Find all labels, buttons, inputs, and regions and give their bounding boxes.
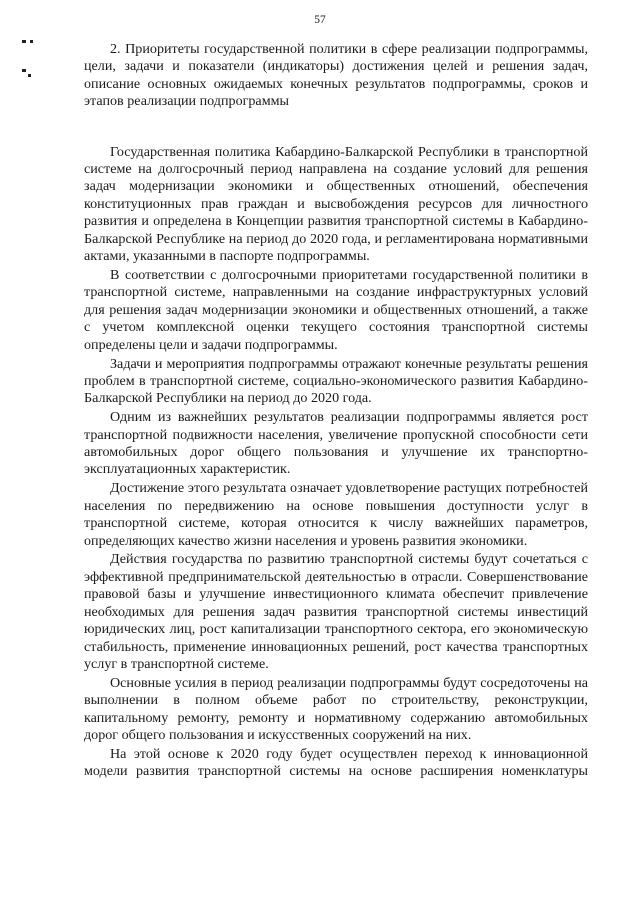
paragraph: Основные усилия в период реализации подпрограммы будут сосредоточены на выполнении в полном объеме работ по строительству, реконструкции, капитальному ремонту, ремонту и нормативному содержанию автомобильных дорог общего пользования и искусственных сооружений на них. bbox=[84, 674, 588, 744]
page-number: 57 bbox=[314, 14, 326, 26]
scan-artifact bbox=[22, 40, 26, 43]
paragraph: В соответствии с долгосрочными приоритетами государственной политики в транспортной системе, направленными на создание инфраструктурных условий для решения задач модернизации экономики и общественных отношений, а также с учетом комплексной оценки текущего состояния транспортной системы определены цели и задачи подпрограммы. bbox=[84, 266, 588, 353]
document-body bbox=[84, 41, 588, 781]
section-heading: 2. Приоритеты государственной политики в сфере реализации подпрограммы, цели, задачи и показатели (индикаторы) достижения целей и решения задач, описание основных ожидаемых конечных результатов подпрограммы, сроков и этапов реализации подпрограммы bbox=[84, 41, 588, 110]
paragraph: Одним из важнейших результатов реализации подпрограммы является рост транспортной подвижности населения, увеличение пропускной способности сети автомобильных дорог общего пользования и улучшение их транспортно-эксплуатационных характеристик. bbox=[84, 409, 588, 478]
paragraph: Достижение этого результата означает удовлетворение растущих потребностей населения по передвижению на основе повышения доступности услуг в транспортной системе, которая относится к числу важнейших параметров, определяющих качество жизни населения и уровень развития экономики. bbox=[84, 480, 588, 549]
paragraph: Действия государства по развитию транспортной системы будут сочетаться с эффективной предпринимательской деятельностью в отрасли. Совершенствование правовой базы и улучшение инвестиционного климата обеспечит привлечение необходимых для решения задач развития транспортной системы инвестиций юридических лиц, рост капитализации транспортного сектора, его экономическую стабильность, применение инновационных решений, рост качества транспортных услуг в транспортной системе. bbox=[84, 551, 588, 672]
paragraph: На этой основе к 2020 году будет осуществлен переход к инновационной модели развития транспортной системы на основе расширения номенклатуры bbox=[84, 745, 588, 780]
scan-artifact bbox=[28, 74, 31, 77]
scan-artifact bbox=[30, 40, 33, 43]
scan-artifact bbox=[22, 69, 26, 72]
paragraph: Государственная политика Кабардино-Балкарской Республики в транспортной системе на долгосрочный период направлена на создание условий для решения задач модернизации экономики и общественных отношений, обеспечения конституционных прав граждан и высвобождения ресурсов для личностного развития и определена в Концепции развития транспортной системы в Кабардино-Балкарской Республике на период до 2020 года, и регламентирована нормативными актами, указанными в паспорте подпрограммы. bbox=[84, 143, 588, 265]
paragraph: Задачи и мероприятия подпрограммы отражают конечные результаты решения проблем в транспортной системе, социально-экономического развития Кабардино-Балкарской Республики на период до 2020 года. bbox=[84, 355, 588, 407]
